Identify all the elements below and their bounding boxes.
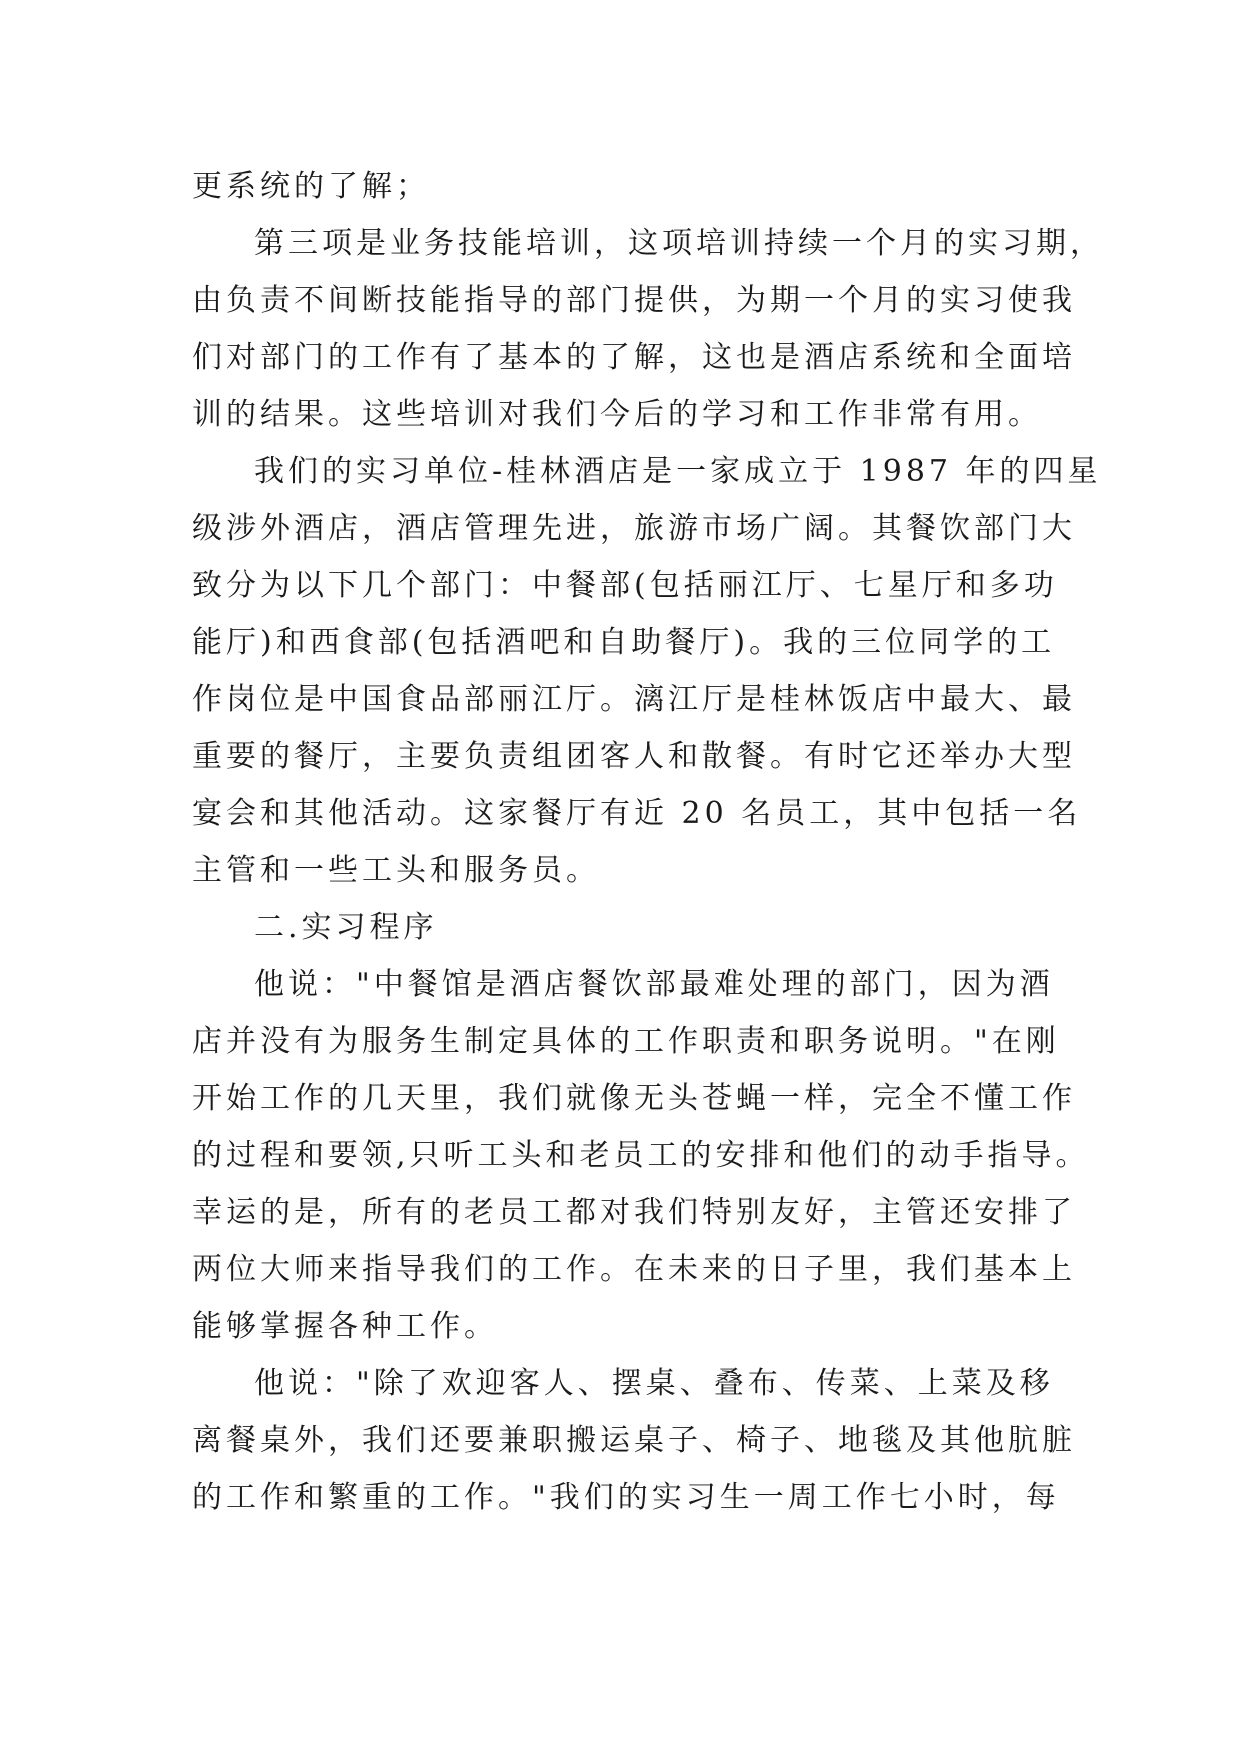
text-line: 开始工作的几天里，我们就像无头苍蝇一样，完全不懂工作 xyxy=(192,1081,1076,1116)
text-line: 宴会和其他活动。这家餐厅有近 20 名员工，其中包括一名 xyxy=(192,796,1082,831)
text-line: 由负责不间断技能指导的部门提供，为期一个月的实习使我 xyxy=(192,283,1076,318)
text-line: 能厅)和西食部(包括酒吧和自助餐厅)。我的三位同学的工 xyxy=(192,625,1056,660)
text-line: 店并没有为服务生制定具体的工作职责和职务说明。"在刚 xyxy=(192,1024,1060,1059)
text-line: 幸运的是，所有的老员工都对我们特别友好，主管还安排了 xyxy=(192,1195,1076,1230)
text-line: 训的结果。这些培训对我们今后的学习和工作非常有用。 xyxy=(192,397,1042,432)
text-line: 他说："除了欢迎客人、摆桌、叠布、传菜、上菜及移 xyxy=(254,1366,1054,1401)
text-line: 的工作和繁重的工作。"我们的实习生一周工作七小时，每 xyxy=(192,1480,1060,1515)
text-line: 主管和一些工头和服务员。 xyxy=(192,853,600,888)
text-line: 致分为以下几个部门：中餐部(包括丽江厅、七星厅和多功 xyxy=(192,568,1058,603)
text-line: 的过程和要领,只听工头和老员工的安排和他们的动手指导。 xyxy=(192,1138,1090,1173)
text-line: 我们的实习单位-桂林酒店是一家成立于 1987 年的四星 xyxy=(254,454,1102,489)
text-line: 们对部门的工作有了基本的了解，这也是酒店系统和全面培 xyxy=(192,340,1076,375)
text-line: 更系统的了解； xyxy=(192,169,430,204)
text-line: 他说："中餐馆是酒店餐饮部最难处理的部门，因为酒 xyxy=(254,967,1054,1002)
text-line: 离餐桌外，我们还要兼职搬运桌子、椅子、地毯及其他肮脏 xyxy=(192,1423,1076,1458)
text-line: 级涉外酒店，酒店管理先进，旅游市场广阔。其餐饮部门大 xyxy=(192,511,1076,546)
text-line: 能够掌握各种工作。 xyxy=(192,1309,498,1344)
text-line: 两位大师来指导我们的工作。在未来的日子里，我们基本上 xyxy=(192,1252,1076,1287)
text-line: 作岗位是中国食品部丽江厅。漓江厅是桂林饭店中最大、最 xyxy=(192,682,1076,717)
document-body xyxy=(192,158,1104,1526)
text-line: 重要的餐厅，主要负责组团客人和散餐。有时它还举办大型 xyxy=(192,739,1076,774)
section-heading: 二.实习程序 xyxy=(254,910,438,945)
text-line: 第三项是业务技能培训，这项培训持续一个月的实习期， xyxy=(254,226,1104,261)
